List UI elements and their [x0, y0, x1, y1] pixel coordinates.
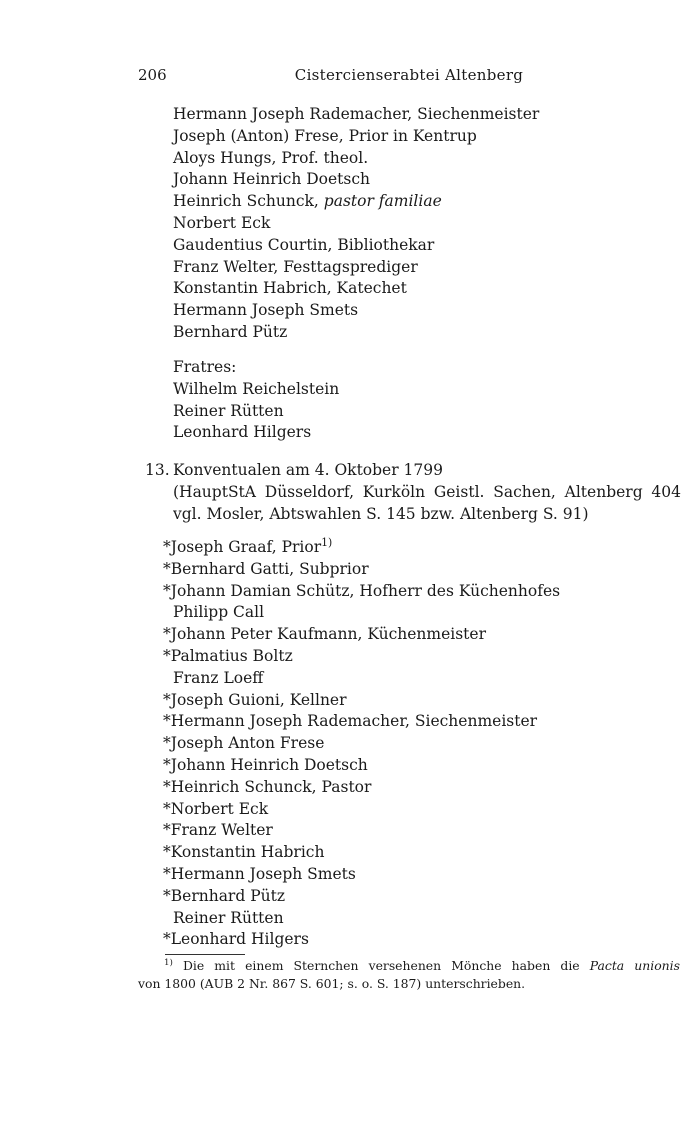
- konventual-name: Norbert Eck: [170, 799, 269, 818]
- source-line-1: (HauptStA Düsseldorf, Kurköln Geistl. Sachen, Altenberg 404: [173, 483, 681, 501]
- signature-star: *: [163, 646, 171, 665]
- intro-list-item-text: Norbert Eck: [173, 213, 271, 232]
- konventual-name: Palmatius Boltz: [170, 646, 293, 665]
- konventual-item: [163, 842, 560, 864]
- konventual-item: [163, 690, 560, 712]
- konventual-name: Joseph Guioni, Kellner: [170, 690, 347, 709]
- source-line-2: vgl. Mosler, Abtswahlen S. 145 bzw. Altenberg S. 91): [173, 504, 589, 523]
- signature-star: *: [163, 930, 171, 949]
- konventual-name: Leonhard Hilgers: [170, 930, 309, 949]
- konventual-name: Reiner Rütten: [173, 908, 284, 927]
- intro-list-item: [173, 300, 539, 322]
- konventual-name: Heinrich Schunck, Pastor: [170, 777, 372, 796]
- signature-star: *: [163, 777, 171, 796]
- signature-star: *: [163, 559, 171, 578]
- footnote-text: Die mit einem Sternchen versehenen Mönche haben die: [182, 958, 580, 973]
- konventual-name: Philipp Call: [173, 603, 265, 622]
- konventual-item: [163, 646, 560, 668]
- intro-list-item: [173, 235, 539, 257]
- fratres-block: [173, 357, 339, 444]
- konventual-name: Joseph Graaf, Prior: [170, 538, 322, 556]
- signature-star: *: [163, 690, 171, 709]
- konventual-item: [163, 886, 560, 908]
- konventual-name: Johann Damian Schütz, Hofherr des Küchenhofes: [170, 581, 561, 600]
- section-number: 13.: [145, 461, 170, 479]
- fratres-name-list: [173, 379, 339, 444]
- footnote-italic: Pacta unionis: [589, 958, 680, 973]
- footnote: [138, 957, 680, 993]
- konventual-item: [163, 733, 560, 755]
- page-header: [138, 66, 680, 86]
- intro-list-item: [173, 278, 539, 300]
- intro-list-item-text: Konstantin Habrich, Katechet: [173, 279, 407, 298]
- signature-star: *: [163, 538, 171, 556]
- intro-list-item: [173, 322, 539, 344]
- konventual-item: [163, 602, 560, 624]
- intro-list-item-text: Aloys Hungs, Prof. theol.: [173, 148, 369, 167]
- footnote-marker: 1): [164, 957, 173, 968]
- signature-star: *: [163, 799, 171, 818]
- intro-italic-role: pastor familiae: [323, 192, 442, 211]
- intro-list-item-text: Hermann Joseph Smets: [173, 301, 359, 320]
- konventual-item: [163, 755, 560, 777]
- konventual-item: [163, 799, 560, 821]
- intro-list-item-text: Gaudentius Courtin, Bibliothekar: [173, 235, 435, 254]
- konventual-item: [163, 711, 560, 733]
- signature-star: *: [163, 864, 171, 883]
- konventual-item: [163, 820, 560, 842]
- section-heading: [145, 460, 443, 482]
- section-source: [173, 482, 681, 526]
- intro-list-item: [173, 126, 539, 148]
- konventual-name: Franz Loeff: [173, 668, 264, 687]
- intro-list-item: [173, 257, 539, 279]
- signature-star: *: [163, 886, 171, 905]
- konventual-name: Hermann Joseph Rademacher, Siechenmeister: [170, 712, 538, 731]
- signature-star: *: [163, 755, 171, 774]
- intro-list-item-text: Joseph (Anton) Frese, Prior in Kentrup: [173, 126, 477, 145]
- intro-name-list: [173, 104, 539, 344]
- konventual-item: [163, 929, 560, 951]
- signature-star: *: [163, 581, 171, 600]
- intro-list-item: [173, 169, 539, 191]
- konventual-name: Joseph Anton Frese: [170, 734, 325, 753]
- section-title: Konventualen am 4. Oktober 1799: [173, 461, 444, 479]
- intro-list-item: [173, 148, 539, 170]
- intro-list-item-text: Heinrich Schunck,: [173, 192, 319, 211]
- intro-list-item-text: Johann Heinrich Doetsch: [173, 170, 371, 189]
- konventual-item: [163, 908, 560, 930]
- intro-list-item: [173, 104, 539, 126]
- footnote-reference[interactable]: 1): [321, 535, 333, 549]
- intro-list-item-text: Hermann Joseph Rademacher, Siechenmeister: [173, 105, 540, 123]
- konventual-name: Johann Heinrich Doetsch: [170, 755, 368, 774]
- intro-list-item: [173, 213, 539, 235]
- footnote-line-2: von 1800 (AUB 2 Nr. 867 S. 601; s. o. S. 187) unterschrieben.: [138, 976, 526, 991]
- signature-star: *: [163, 843, 171, 862]
- konventual-item: [163, 777, 560, 799]
- konventual-item: [163, 581, 560, 603]
- frater-name: Wilhelm Reichelstein: [173, 379, 340, 398]
- konventual-item: [163, 537, 560, 559]
- fratres-heading: Fratres:: [173, 358, 237, 376]
- intro-list-item-text: Franz Welter, Festtagsprediger: [173, 257, 418, 276]
- intro-list-item-text: Bernhard Pütz: [173, 322, 288, 341]
- signature-star: *: [163, 625, 171, 644]
- konventual-item: [163, 559, 560, 581]
- page-number: 206: [138, 66, 167, 84]
- footnote-divider: [165, 954, 245, 955]
- frater-name: Leonhard Hilgers: [173, 423, 312, 442]
- signature-star: *: [163, 734, 171, 753]
- konventual-name: Johann Peter Kaufmann, Küchenmeister: [170, 625, 486, 644]
- konventual-item: [163, 864, 560, 886]
- konventual-name: Konstantin Habrich: [170, 843, 325, 862]
- konventual-name: Bernhard Pütz: [170, 886, 285, 905]
- konventualen-list: [163, 537, 560, 951]
- konventual-name: Bernhard Gatti, Subprior: [170, 559, 369, 578]
- footnote-line-1: [138, 957, 680, 975]
- frater-name: Reiner Rütten: [173, 401, 284, 420]
- signature-star: *: [163, 821, 171, 840]
- konventual-name: Franz Welter: [170, 821, 273, 840]
- signature-star: *: [163, 712, 171, 731]
- intro-list-item: [173, 191, 539, 213]
- konventual-name: Hermann Joseph Smets: [170, 864, 356, 883]
- running-title: Cistercienserabtei Altenberg: [294, 66, 524, 84]
- konventual-item: [163, 668, 560, 690]
- konventual-item: [163, 624, 560, 646]
